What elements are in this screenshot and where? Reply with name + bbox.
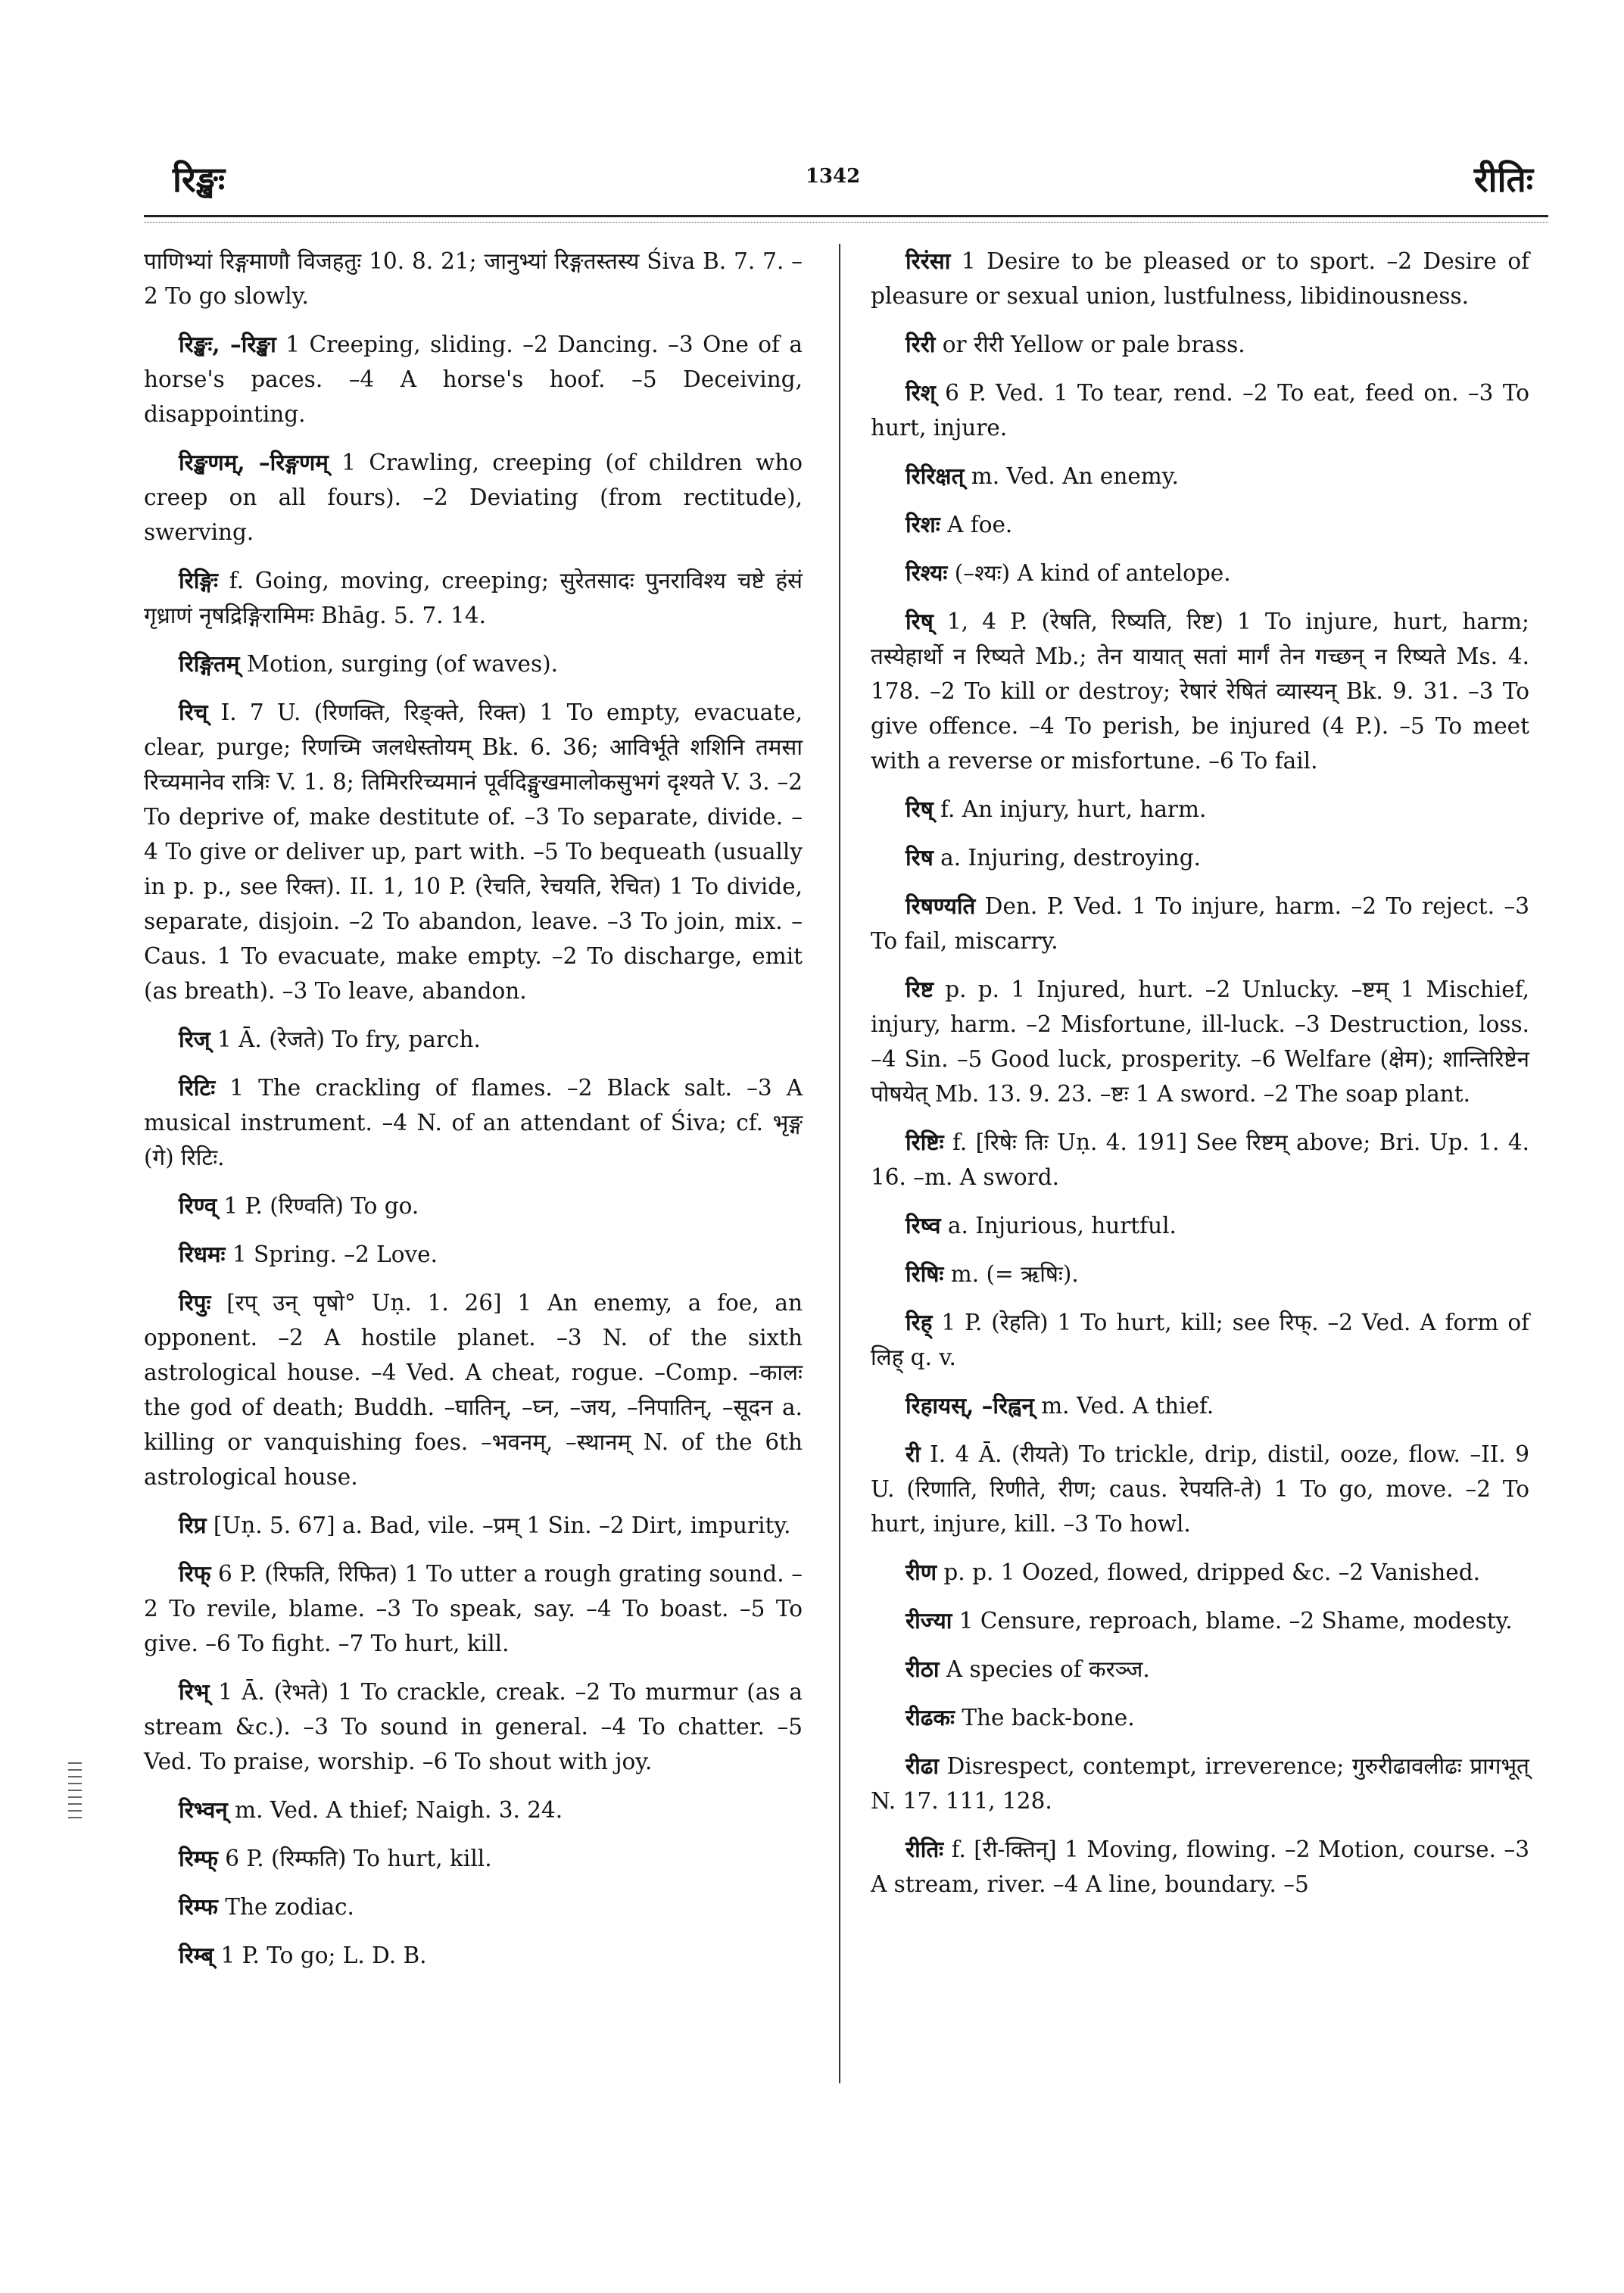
entry-definition: a. Injurious, hurtful. — [940, 1213, 1177, 1238]
dictionary-entry — [871, 1832, 1529, 1902]
entry-definition: The back-bone. — [954, 1705, 1135, 1731]
dictionary-entry — [871, 1603, 1529, 1638]
page-number: 1342 — [805, 165, 861, 188]
headword: रिम्फ् — [179, 1845, 218, 1871]
running-head-right: रीतिः — [1473, 159, 1533, 200]
dictionary-entry — [144, 646, 803, 681]
dictionary-entry — [871, 1257, 1529, 1291]
entry-definition: f. [रिषेः तिः Uṇ. 4. 191] See रिष्टम् above; Bri. Up. 1. 4. 16. –m. A sword. — [871, 1129, 1529, 1190]
headword: रिप्र — [179, 1512, 207, 1538]
headword: रीढकः — [906, 1704, 955, 1731]
entry-definition: 1 P. (रेहति) 1 To hurt, kill; see रिफ्. –2 Ved. A form of लिह् q. v. — [871, 1310, 1529, 1370]
column-divider — [839, 244, 840, 2083]
entry-definition: पाणिभ्यां रिङ्गमाणौ विजहतुः 10. 8. 21; जानुभ्यां रिङ्गतस्तस्य Śiva B. 7. 7. –2 To go slowly. — [144, 248, 803, 309]
entry-definition: m. Ved. A thief. — [1033, 1393, 1214, 1419]
dictionary-entry — [871, 889, 1529, 958]
headword: रिज् — [179, 1026, 210, 1052]
headword: रीठा — [906, 1656, 940, 1682]
headword: रिहायस्, –रिह्वन् — [906, 1392, 1034, 1419]
dictionary-entry — [871, 1388, 1529, 1423]
entry-definition: [रप् उन् पृषो° Uṇ. 1. 26] 1 An enemy, a foe, an opponent. –2 A hostile planet. –3 N. of the sixth astrological house. –4 Ved. A cheat, rogue. –Comp. –कालः the god of death; Buddh. –घातिन्, –घ्न, –जय, –निपातिन्, –सूदन a. killing or vanquishing foes. –भवनम्, –स्थानम् N. of the 6th astrological house. — [144, 1290, 803, 1490]
entry-definition: 1 Ā. (रेभते) 1 To crackle, creak. –2 To murmur (as a stream &c.). –3 To sound in general. –4 To chatter. –5 Ved. To praise, worship. –6 To shout with joy. — [144, 1679, 803, 1774]
entry-definition: I. 4 Ā. (रीयते) To trickle, drip, distil, ooze, flow. –II. 9 U. (रिणाति, रिणीते, रीण; caus. रेपयति-ते) 1 To go, move. –2 To hurt, injure, kill. –3 To howl. — [871, 1441, 1529, 1537]
entry-definition: [Uṇ. 5. 67] a. Bad, vile. –प्रम् 1 Sin. –2 Dirt, impurity. — [206, 1513, 791, 1538]
dictionary-entry — [144, 1285, 803, 1494]
dictionary-entry — [871, 1652, 1529, 1687]
dictionary-entry — [871, 792, 1529, 827]
dictionary-entry — [144, 1793, 803, 1827]
entry-definition: 1 Crawling, creeping (of children who creep on all fours). –2 Deviating (from rectitude), swerving. — [144, 450, 803, 545]
headword: री — [906, 1441, 921, 1467]
entry-definition: a. Injuring, destroying. — [933, 845, 1202, 871]
entry-definition: 1 Spring. –2 Love. — [225, 1242, 438, 1267]
dictionary-entry — [871, 1749, 1529, 1818]
entry-definition: 1 P. To go; L. D. B. — [214, 1943, 427, 1968]
headword: रिङ्गितम् — [179, 650, 240, 677]
dictionary-entry — [871, 604, 1529, 778]
dictionary-entry — [144, 695, 803, 1008]
dictionary-entry — [871, 507, 1529, 542]
dictionary-entry — [144, 1890, 803, 1924]
headword: रिङ्खणम्, –रिङ्गणम् — [179, 449, 329, 475]
entry-definition: m. Ved. A thief; Naigh. 3. 24. — [227, 1797, 563, 1823]
headword: रिष्टिः — [906, 1129, 944, 1155]
headword: रिरी — [906, 331, 936, 357]
dictionary-entry — [144, 1841, 803, 1876]
headword: रिष्ट — [906, 976, 934, 1002]
headword: रिशः — [906, 511, 940, 537]
entry-definition: 1 Censure, reproach, blame. –2 Shame, modesty. — [952, 1608, 1513, 1634]
dictionary-entry — [871, 327, 1529, 362]
dictionary-entry — [144, 563, 803, 633]
headword: रिभ् — [179, 1678, 210, 1705]
dictionary-entry — [871, 244, 1529, 313]
left-column — [144, 244, 803, 1986]
entry-definition: A foe. — [940, 512, 1013, 537]
headword: रिष् — [906, 796, 934, 822]
entry-definition: f. An injury, hurt, harm. — [933, 796, 1207, 822]
headword: रिङ्खः, –रिङ्खा — [179, 331, 276, 357]
dictionary-entry — [871, 972, 1529, 1111]
dictionary-entry — [871, 1437, 1529, 1541]
headword: रिश्यः — [906, 559, 948, 586]
dictionary-entry — [144, 327, 803, 431]
entry-definition: (–श्यः) A kind of antelope. — [947, 560, 1231, 586]
entry-definition: or रीरी Yellow or pale brass. — [935, 332, 1245, 357]
dictionary-entry — [144, 1508, 803, 1543]
headword: रिष्व — [906, 1212, 941, 1238]
headword: रिरिक्षत् — [906, 463, 965, 489]
entry-definition: Den. P. Ved. 1 To injure, harm. –2 To reject. –3 To fail, miscarry. — [871, 893, 1529, 954]
right-column — [871, 244, 1529, 1915]
margin-mark — [68, 1762, 82, 1823]
dictionary-entry — [144, 1070, 803, 1175]
dictionary-entry — [144, 244, 803, 313]
dictionary-entry — [871, 1555, 1529, 1590]
entry-definition: A species of करञ्ज. — [939, 1656, 1150, 1682]
running-head-left: रिङ्खः — [173, 159, 226, 200]
entry-definition: 1 Desire to be pleased or to sport. –2 Desire of pleasure or sexual union, lustfulness, libidinousness. — [871, 248, 1529, 309]
headword: रिण्व् — [179, 1192, 217, 1219]
dictionary-entry — [871, 1700, 1529, 1735]
dictionary-entry — [871, 1208, 1529, 1243]
dictionary-entry — [871, 1305, 1529, 1375]
entry-definition: 1 P. (रिण्वति) To go. — [217, 1193, 419, 1219]
headword: रिपुः — [179, 1289, 211, 1316]
headword: रीज्या — [906, 1607, 952, 1634]
entry-definition: f. [री-क्तिन्] 1 Moving, flowing. –2 Motion, course. –3 A stream, river. –4 A line, boundary. –5 — [871, 1837, 1529, 1897]
dictionary-entry — [144, 1189, 803, 1223]
entry-definition: 1 The crackling of flames. –2 Black salt. –3 A musical instrument. –4 N. of an attendant of Śiva; cf. भृङ्ग (गे) रिटिः. — [144, 1075, 803, 1170]
dictionary-entry — [871, 375, 1529, 445]
headword: रिम्फ — [179, 1893, 218, 1920]
entry-definition: Disrespect, contempt, irreverence; गुरुरीढावलीढः प्रागभूत् N. 17. 111, 128. — [871, 1753, 1529, 1814]
dictionary-entry — [871, 459, 1529, 494]
dictionary-entry — [144, 445, 803, 550]
entry-definition: 1 Ā. (रेजते) To fry, parch. — [210, 1027, 481, 1052]
dictionary-entry — [871, 840, 1529, 875]
headword: रीतिः — [906, 1836, 944, 1862]
headword: रीण — [906, 1559, 937, 1585]
headword: रिभ्वन् — [179, 1796, 228, 1823]
entry-definition: 1 Creeping, sliding. –2 Dancing. –3 One of a horse's paces. –4 A horse's hoof. –5 Deceiving, disappointing. — [144, 332, 803, 427]
headword: रिश् — [906, 379, 936, 406]
dictionary-entry — [144, 1556, 803, 1661]
dictionary-entry — [871, 1125, 1529, 1195]
headword: रिषण्यति — [906, 893, 976, 919]
headword: रिटिः — [179, 1074, 216, 1101]
headword: रीढा — [906, 1752, 939, 1779]
headword: रिरंसा — [906, 248, 951, 274]
headword: रिषिः — [906, 1260, 944, 1287]
dictionary-entry — [144, 1938, 803, 1973]
headword: रिम्ब् — [179, 1942, 214, 1968]
entry-definition: 6 P. (रिफति, रिफित) 1 To utter a rough grating sound. –2 To revile, blame. –3 To speak, say. –4 To boast. –5 To give. –6 To fight. –7 To hurt, kill. — [144, 1561, 803, 1656]
headword: रिष् — [906, 608, 934, 634]
entry-definition: Motion, surging (of waves). — [239, 651, 559, 677]
entry-definition: The zodiac. — [217, 1894, 354, 1920]
dictionary-entry — [871, 556, 1529, 590]
entry-definition: f. Going, moving, creeping; सुरेतसादः पुनराविश्य चष्टे हंसं गृध्राणं नृषद्रिङ्गिरामिमः Bhāg. 5. 7. 14. — [144, 568, 803, 628]
dictionary-entry — [144, 1237, 803, 1272]
entry-definition: m. (= ऋषिः). — [943, 1261, 1079, 1287]
header-rule — [144, 215, 1548, 223]
entry-definition: 6 P. Ved. 1 To tear, rend. –2 To eat, feed on. –3 To hurt, injure. — [871, 380, 1529, 441]
headword: रिफ् — [179, 1560, 211, 1587]
entry-definition: m. Ved. An enemy. — [964, 463, 1179, 489]
headword: रिच् — [179, 699, 208, 725]
entry-definition: 1, 4 P. (रेषति, रिष्यति, रिष्ट) 1 To injure, hurt, harm; तस्येहार्थो न रिष्यते Mb.; तेन यायात् सतां मार्गं तेन गच्छन् न रिष्यते Ms. 4. 178. –2 To kill or destroy; रेषारं रेषितं व्यास्यन् Bk. 9. 31. –3 To give offence. –4 To perish, be injured (4 P.). –5 To meet with a reverse or misfortune. –6 To fail. — [871, 609, 1529, 774]
headword: रिह् — [906, 1309, 933, 1335]
entry-definition: I. 7 U. (रिणक्ति, रिङ्क्ते, रिक्त) 1 To empty, evacuate, clear, purge; रिणच्मि जलधेस्तोयम् Bk. 6. 36; आविर्भूते शशिनि तमसा रिच्यमानेव रात्रिः V. 1. 8; तिमिररिच्यमानं पूर्वदिङ्मुखमालोकसुभगं दृश्यते V. 3. –2 To deprive of, make destitute of. –3 To separate, divide. –4 To give or deliver up, part with. –5 To bequeath (usually in p. p., see रिक्त). II. 1, 10 P. (रेचति, रेचयति, रेचित) 1 To divide, separate, disjoin. –2 To abandon, leave. –3 To join, mix. –Caus. 1 To evacuate, make empty. –2 To discharge, emit (as breath). –3 To leave, abandon. — [144, 699, 803, 1004]
headword: रिधमः — [179, 1241, 226, 1267]
headword: रिङ्गिः — [179, 567, 218, 594]
headword: रिष — [906, 844, 934, 871]
dictionary-entry — [144, 1675, 803, 1779]
entry-definition: p. p. 1 Oozed, flowed, dripped &c. –2 Vanished. — [937, 1559, 1481, 1585]
entry-definition: p. p. 1 Injured, hurt. –2 Unlucky. –ष्टम् 1 Mischief, injury, harm. –2 Misfortune, ill-luck. –3 Destruction, loss. –4 Sin. –5 Good luck, prosperity. –6 Welfare (क्षेम); शान्तिरिष्टेन पोषयेत् Mb. 13. 9. 23. –ष्टः 1 A sword. –2 The soap plant. — [871, 977, 1529, 1107]
entry-definition: 6 P. (रिम्फति) To hurt, kill. — [217, 1846, 492, 1871]
dictionary-entry — [144, 1022, 803, 1057]
